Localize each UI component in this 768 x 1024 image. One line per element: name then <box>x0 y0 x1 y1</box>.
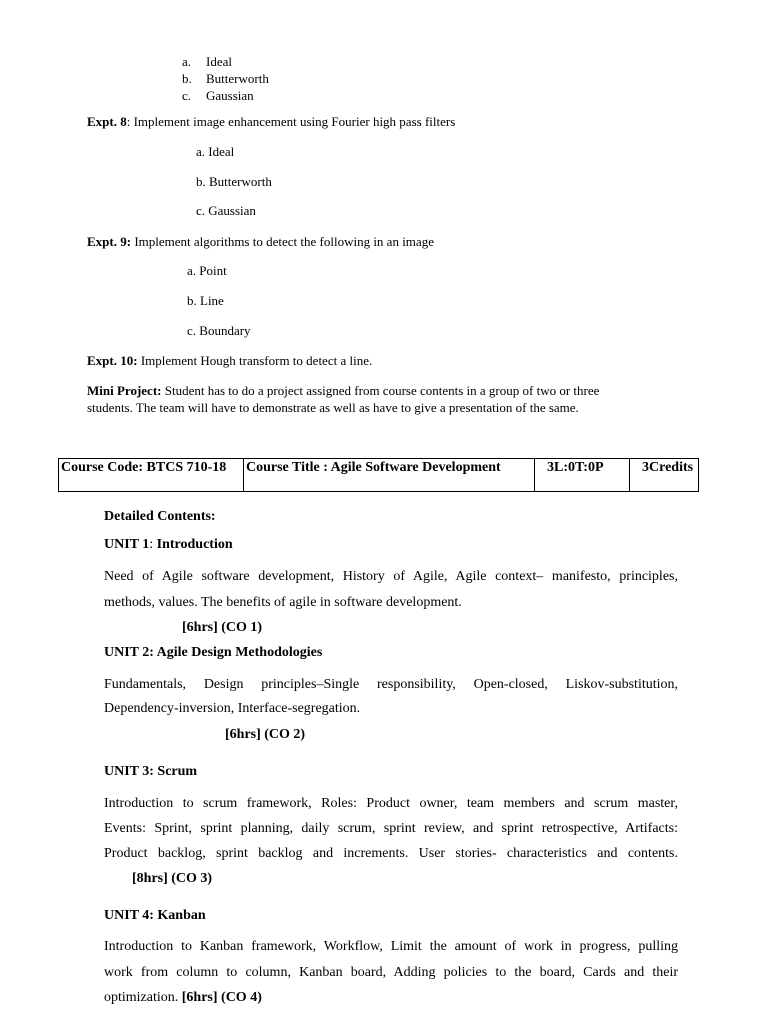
unit3-text-line: Events: Sprint, sprint planning, daily scrum, sprint review, and sprint retrospective, Artifacts: <box>104 821 678 836</box>
unit3-hours: [8hrs] (CO 3) <box>132 871 213 886</box>
course-code-cell: Course Code: BTCS 710-18 <box>59 459 244 492</box>
mini-project-line: students. The team will have to demonstrate as well as have to give a presentation of the same. <box>87 400 579 415</box>
prev-list-item: a. Ideal <box>182 54 232 69</box>
unit2-text-line: Fundamentals, Design principles–Single responsibility, Open-closed, Liskov-substitution, <box>104 677 678 692</box>
expt9-line: Expt. 9: Implement algorithms to detect the following in an image <box>87 234 434 249</box>
expt10-line: Expt. 10: Implement Hough transform to detect a line. <box>87 353 373 368</box>
expt8-item: c. Gaussian <box>196 203 256 218</box>
unit1-heading: UNIT 1: Introduction <box>104 537 233 552</box>
unit2-heading: UNIT 2: Agile Design Methodologies <box>104 645 323 660</box>
unit3-text-line: Product backlog, sprint backlog and increments. User stories- characteristics and contents. <box>104 846 678 861</box>
course-table <box>58 458 699 492</box>
unit4-text-line: Introduction to Kanban framework, Workflow, Limit the amount of work in progress, pulling <box>104 939 678 954</box>
unit2-text-line: Dependency-inversion, Interface-segregation. <box>104 701 361 716</box>
expt9-item: a. Point <box>187 263 227 278</box>
unit4-heading: UNIT 4: Kanban <box>104 908 206 923</box>
unit3-heading: UNIT 3: Scrum <box>104 764 198 779</box>
unit4-hours: [6hrs] (CO 4) <box>181 990 262 1005</box>
course-ltp-cell: 3L:0T:0P <box>535 459 630 492</box>
detailed-contents-heading: Detailed Contents: <box>104 509 216 524</box>
unit4-text-line: optimization. [6hrs] (CO 4) <box>104 990 262 1005</box>
course-title-cell: Course Title : Agile Software Development <box>244 459 535 492</box>
expt8-item: a. Ideal <box>196 144 235 159</box>
unit4-text-line: work from column to column, Kanban board, Adding policies to the board, Cards and their <box>104 965 678 980</box>
unit1-text-line: Need of Agile software development, History of Agile, Agile context– manifesto, principles, <box>104 569 678 584</box>
prev-list-item: b. Butterworth <box>182 71 269 86</box>
course-credits-cell: 3Credits <box>630 459 699 492</box>
unit3-text-line: Introduction to scrum framework, Roles: Product owner, team members and scrum master, <box>104 796 678 811</box>
expt8-item: b. Butterworth <box>196 174 272 189</box>
unit1-text-line: methods, values. The benefits of agile in software development. <box>104 595 462 610</box>
mini-project-line: Mini Project: Student has to do a project assigned from course contents in a group of two or three <box>87 383 600 398</box>
expt8-line: Expt. 8: Implement image enhancement using Fourier high pass filters <box>87 114 456 129</box>
expt9-item: c. Boundary <box>187 323 251 338</box>
unit1-hours: [6hrs] (CO 1) <box>182 620 263 635</box>
prev-list-item: c. Gaussian <box>182 88 254 103</box>
unit2-hours: [6hrs] (CO 2) <box>225 727 306 742</box>
expt9-item: b. Line <box>187 293 224 308</box>
